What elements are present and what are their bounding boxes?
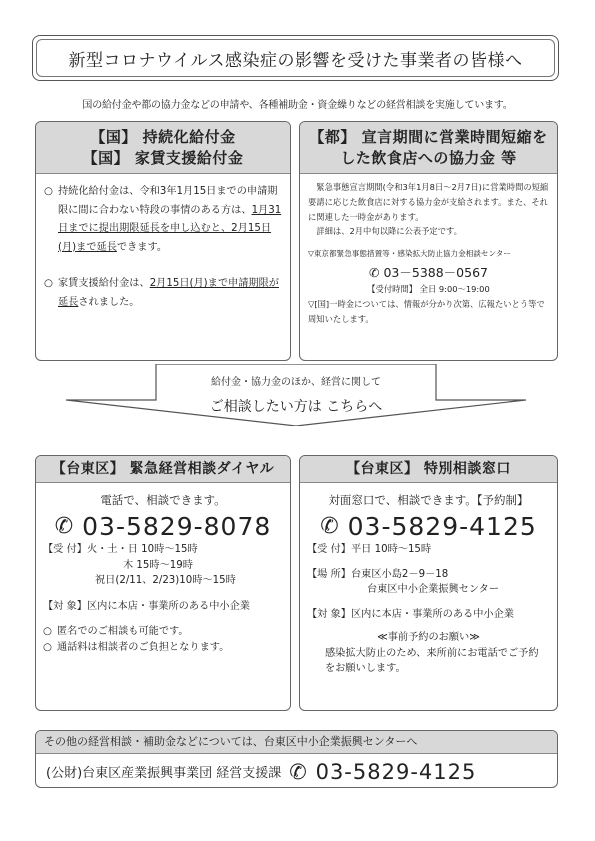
window-reception (307, 542, 550, 558)
dial-reception-1: 火・土・日 10時～15時 (87, 544, 198, 555)
window-phone-number: 03-5829-4125 (347, 511, 537, 541)
window-place (307, 567, 550, 583)
window-body (300, 483, 557, 685)
tokyo-heading (300, 122, 557, 174)
footer-box (35, 730, 558, 788)
dial-reception (43, 542, 283, 558)
national-card (35, 121, 291, 361)
national-item-2-underline: 2月15日(月)まで申請期限が延長 (58, 278, 279, 308)
dial-reception-3: 祝日(2/11、2/23)10時～15時 (95, 575, 236, 586)
window-card (299, 455, 558, 711)
dial-body (36, 483, 290, 663)
dial-heading: 【台東区】 緊急経営相談ダイヤル (36, 456, 290, 483)
national-item-1 (44, 183, 282, 257)
title-box (32, 35, 559, 81)
tokyo-heading-line1: 【都】 宣言期間に営業時間短縮を (309, 128, 548, 146)
tokyo-para-1: 緊急事態宣言期間(令和3年1月8日～2月7日)に営業時間の短縮要請に応じた飲食店に対する協力金が支給されます。また、それに関連した一時金があります。 (308, 182, 549, 222)
window-reception-key: 【受 付】 (307, 544, 351, 555)
bullet-mark: ○ (44, 278, 53, 289)
tokyo-heading-line2: した飲食店への協力金 等 (340, 149, 517, 167)
national-item-2 (44, 275, 282, 312)
footer-org: (公財)台東区産業振興事業団 経営支援課 (46, 766, 282, 781)
bullet-mark: ○ (43, 641, 52, 653)
tokyo-phone-number: 03－5388－0567 (383, 264, 488, 280)
tokyo-para-3: ▽[国]一時金については、情報が分かり次第、広報たいとう等で周知いたします。 (308, 298, 545, 324)
arrow-line-1: 給付金・協力金のほか、経営に関して (211, 377, 381, 388)
dial-target-key: 【対 象】 (43, 600, 87, 612)
window-place-2: 台東区中小企業振興センター (367, 584, 500, 595)
national-heading-line1: 【国】 持続化給付金 (90, 128, 236, 146)
window-reception-value: 平日 10時～15時 (351, 544, 432, 555)
window-target-key: 【対 象】 (307, 608, 351, 620)
dial-reception-2: 木 15時～19時 (123, 559, 193, 571)
national-item-2-b: されました。 (78, 296, 140, 308)
subtitle: 国の給付金や都の協力金などの申請や、各種補助金・資金繰りなどの経営相談を実施しています。 (82, 100, 513, 111)
dial-note-2 (43, 640, 283, 656)
bullet-mark: ○ (44, 186, 53, 197)
footer-phone-number: 03-5829-4125 (315, 759, 477, 784)
window-request-title: ≪事前予約のお願い≫ (377, 632, 480, 643)
phone-icon: ✆ (320, 513, 340, 539)
window-request-body: 感染拡大防止のため、来所前にお電話でご予約をお願いします。 (325, 647, 539, 674)
national-item-2-text (58, 275, 282, 312)
dial-card (35, 455, 291, 711)
national-body (36, 174, 290, 321)
national-item-1-b: できます。 (116, 241, 168, 253)
window-lead: 対面窓口で、相談できます。【予約制】 (328, 493, 529, 507)
dial-note-1 (43, 624, 283, 640)
national-heading-line2: 【国】 家賃支援給付金 (82, 149, 244, 167)
bullet-mark: ○ (43, 626, 52, 637)
phone-icon: ✆ (289, 759, 308, 784)
window-place-1: 台東区小島2－9－18 (351, 568, 449, 580)
window-place-key: 【場 所】 (307, 568, 351, 580)
footer-heading: その他の経営相談・補助金などについては、台東区中小企業振興センターへ (36, 731, 557, 754)
national-item-1-a: 持続化給付金は、令和3年1月15日までの申請期限に間に合わない特段の事情のある方は、 (58, 186, 278, 216)
tokyo-phone (308, 264, 549, 282)
dial-phone (43, 511, 283, 541)
national-item-1-text (58, 183, 282, 257)
tokyo-body (300, 174, 557, 332)
dial-target-value: 区内に本店・事業所のある中小企業 (87, 600, 250, 612)
phone-icon: ✆ (369, 264, 380, 280)
tokyo-card (299, 121, 558, 361)
national-heading (36, 122, 290, 174)
window-target (307, 607, 550, 623)
tokyo-center-label: ▽東京都緊急事態措置等・感染拡大防止協力金相談センター (308, 249, 511, 259)
window-heading: 【台東区】 特別相談窓口 (300, 456, 557, 483)
page-title: 新型コロナウイルス感染症の影響を受けた事業者の皆様へ (36, 39, 555, 77)
dial-note-2-text: 通話料は相談者のご負担となります。 (57, 641, 230, 653)
down-arrow (66, 364, 526, 426)
arrow-line-2: ご相談したい方は こちらへ (209, 399, 383, 415)
footer-contact (36, 754, 557, 788)
national-item-2-a: 家賃支援給付金は、 (58, 278, 150, 289)
footer-phone (289, 760, 476, 784)
dial-lead: 電話で、相談できます。 (100, 493, 226, 507)
dial-reception-key: 【受 付】 (43, 544, 87, 555)
phone-icon: ✆ (54, 513, 75, 539)
window-target-value: 区内に本店・事業所のある中小企業 (351, 608, 514, 620)
window-phone (307, 511, 550, 541)
tokyo-para-2: 詳細は、2月中旬以降に公表予定です。 (316, 226, 462, 237)
tokyo-hours: 【受付時間】 全日 9:00～19:00 (367, 283, 490, 294)
dial-target (43, 599, 283, 615)
national-item-1-underline: 1月31日までに提出期限延長を申し込むと、2月15日(月)まで延長 (58, 204, 282, 253)
dial-note-1-text: 匿名でのご相談も可能です。 (57, 626, 189, 637)
dial-phone-number: 03-5829-8078 (82, 511, 272, 541)
